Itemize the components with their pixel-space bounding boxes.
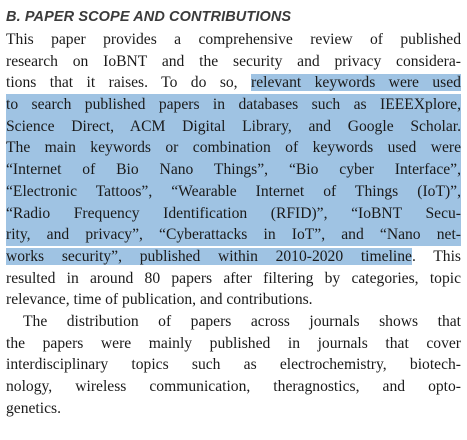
highlighted-text: to search published papers in databases such as IEEEXplore, [6, 96, 461, 114]
text-line [6, 94, 461, 116]
text-line: interdisciplinary topics such as electrochemistry, biotech- [6, 356, 461, 374]
text-line [6, 246, 461, 268]
highlighted-text: “Internet of Bio Nano Things”, “Bio cyber Interface”, [6, 161, 461, 179]
text-run: relevance, time of publication, and contributions. [6, 291, 313, 309]
text-line [6, 137, 461, 159]
text-line [6, 268, 461, 290]
text-line [6, 181, 461, 203]
paragraph-scope [6, 29, 461, 311]
text-run: . This [411, 247, 461, 265]
text-line: genetics. [6, 399, 61, 417]
text-line [6, 159, 461, 181]
text-line: the papers were mainly published in journals that cover [6, 334, 461, 352]
text-line [6, 72, 461, 94]
paper-page [6, 6, 461, 419]
text-line: nology, wireless communication, theragnostics, and opto- [6, 378, 461, 395]
paragraph-distribution [6, 311, 461, 419]
highlighted-text: “Electronic Tattoos”, “Wearable Internet of Things (IoT)”, [6, 182, 461, 200]
text-line [6, 51, 461, 73]
text-line [6, 29, 461, 51]
text-run: resulted in around 80 papers after filtering by categories, topic [6, 269, 461, 287]
text-run: tions that it raises. To do so, [6, 74, 251, 92]
highlighted-text: relevant keywords were used [251, 74, 461, 92]
text-line [6, 289, 461, 311]
text-line [6, 116, 461, 138]
highlighted-text: “Radio Frequency Identification (RFID)”, “IoBNT Secu- [6, 204, 461, 222]
text-line: The distribution of papers across journals shows that [23, 312, 461, 330]
highlighted-text: The main keywords or combination of keywords used were [6, 139, 461, 157]
text-line [6, 203, 461, 225]
text-line [6, 224, 461, 246]
text-run: research on IoBNT and the security and privacy considera- [6, 52, 461, 70]
text-run: This paper provides a comprehensive review of published [6, 31, 461, 48]
highlighted-text: rity, and privacy”, “Cyberattacks in IoT”, and “Nano net- [6, 226, 461, 244]
highlighted-text: Science Direct, ACM Digital Library, and Google Scholar. [6, 117, 461, 135]
highlighted-text: works security”, published within 2010-2020 timeline [6, 247, 412, 265]
section-heading: B. PAPER SCOPE AND CONTRIBUTIONS [6, 9, 292, 25]
